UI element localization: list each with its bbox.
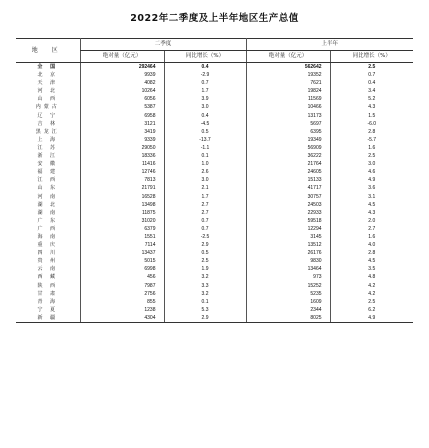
q2-growth-cell: -13.7 [164,136,246,144]
q2-growth-cell: 0.4 [164,112,246,120]
q2-growth-cell: 0.1 [164,152,246,160]
table-row [16,225,413,233]
table-row [16,63,413,72]
table-row [16,209,413,217]
h1-value-cell: 7621 [246,79,330,87]
region-cell: 湖 南 [37,209,59,216]
h1-growth-header: 同比增长（%） [330,51,413,63]
q2-value-cell: 31020 [80,217,164,225]
h1-value-cell: 11569 [246,95,330,103]
q2-growth-cell: 3.9 [164,95,246,103]
q2-value-cell: 292464 [80,63,164,72]
region-cell: 福 建 [37,169,59,176]
h1-growth-cell: 2.5 [330,152,413,160]
h1-growth-cell: 2.0 [330,217,413,225]
q2-value-cell: 4304 [80,314,164,323]
h1-value-cell: 13173 [246,112,330,120]
region-cell: 天 津 [37,80,59,87]
region-cell: 浙 江 [37,153,59,160]
q2-value-cell: 2756 [80,290,164,298]
h1-growth-cell: 5.2 [330,95,413,103]
region-cell: 甘 肃 [37,290,59,297]
h1-value-cell: 13512 [246,241,330,249]
h1-growth-cell: 3.6 [330,184,413,192]
h1-value-cell: 1609 [246,298,330,306]
table-row [16,112,413,120]
h1-growth-cell: 4.3 [330,209,413,217]
h1-growth-cell: 4.5 [330,201,413,209]
q2-value-cell: 456 [80,273,164,281]
q2-growth-cell: 1.0 [164,160,246,168]
region-cell: 河 南 [37,193,59,200]
h1-growth-cell: 3.5 [330,265,413,273]
h1-growth-cell: 4.3 [330,103,413,111]
q2-growth-cell: 1.7 [164,193,246,201]
region-cell: 江 苏 [37,144,59,151]
h1-value-cell: 30757 [246,193,330,201]
q2-value-cell: 7987 [80,282,164,290]
table-row [16,103,413,111]
region-cell: 北 京 [37,72,59,79]
h1-growth-cell: 4.9 [330,176,413,184]
h1-value-cell: 15252 [246,282,330,290]
h1-growth-cell: 4.0 [330,241,413,249]
h1-value-cell: 24605 [246,168,330,176]
region-cell: 黑龙江 [35,128,60,135]
q2-growth-cell: 0.7 [164,225,246,233]
region-cell: 重 庆 [37,242,59,249]
table-row [16,184,413,192]
q2-value-cell: 3121 [80,120,164,128]
q2-growth-cell: 2.1 [164,184,246,192]
q2-value-cell: 1238 [80,306,164,314]
table-row [16,160,413,168]
q2-growth-cell: 2.9 [164,314,246,323]
h1-growth-cell: -6.0 [330,120,413,128]
region-cell: 新 疆 [16,314,80,323]
q2-value-cell: 12746 [80,168,164,176]
q2-growth-cell: 0.4 [164,63,246,72]
table-row [16,257,413,265]
table-row [16,193,413,201]
region-cell: 贵 州 [37,258,59,265]
q2-value-cell: 9339 [80,136,164,144]
h1-value-cell: 6395 [246,128,330,136]
h1-value-cell: 19349 [246,136,330,144]
table-row [16,71,413,79]
q2-growth-cell: -2.9 [164,71,246,79]
q2-value-cell: 18336 [80,152,164,160]
table-row [16,201,413,209]
q2-value-cell: 5015 [80,257,164,265]
q2-growth-cell: 2.7 [164,209,246,217]
q2-value-header: 绝对量（亿元） [80,51,164,63]
h1-value-cell: 41717 [246,184,330,192]
region-cell: 安 徽 [37,161,59,168]
q2-value-cell: 11875 [80,209,164,217]
q2-value-cell: 13437 [80,249,164,257]
q2-growth-cell: 0.1 [164,298,246,306]
h1-growth-cell: 1.6 [330,144,413,152]
page-title: 2022年二季度及上半年地区生产总值 [130,13,299,24]
table-row [16,249,413,257]
table-row [16,217,413,225]
q2-growth-cell: 3.2 [164,290,246,298]
h1-value-cell: 8025 [246,314,330,323]
region-cell: 湖 北 [37,201,59,208]
region-cell: 上 海 [37,136,59,143]
q2-value-cell: 6998 [80,265,164,273]
h1-value-cell: 9830 [246,257,330,265]
h1-value-cell: 56909 [246,144,330,152]
table-row [16,273,413,281]
table-row [16,79,413,87]
q2-growth-cell: 2.9 [164,241,246,249]
h1-growth-cell: 1.6 [330,233,413,241]
region-cell: 青 海 [37,298,59,305]
q2-value-cell: 7813 [80,176,164,184]
table-row [16,298,413,306]
h1-growth-cell: 4.2 [330,282,413,290]
h1-growth-cell: 4.8 [330,273,413,281]
q2-growth-cell: 3.3 [164,282,246,290]
q2-growth-cell: 5.3 [164,306,246,314]
region-cell: 内蒙古 [35,104,60,111]
h1-growth-cell: 2.8 [330,249,413,257]
region-cell: 广 东 [37,217,59,224]
table-row [16,290,413,298]
region-header: 地 区 [16,39,80,63]
table-row [16,136,413,144]
q2-growth-cell: 0.7 [164,217,246,225]
h1-growth-cell: -5.7 [330,136,413,144]
region-cell: 海 南 [37,233,59,240]
h1-value-cell: 973 [246,273,330,281]
h1-growth-cell: 3.4 [330,87,413,95]
table-row [16,282,413,290]
h1-growth-cell: 2.7 [330,225,413,233]
region-cell: 四 川 [37,250,59,257]
table-row [16,233,413,241]
table-row [16,128,413,136]
q2-value-cell: 6056 [80,95,164,103]
h1-value-cell: 5235 [246,290,330,298]
q2-growth-cell: 3.0 [164,103,246,111]
q2-value-cell: 16528 [80,193,164,201]
h1-value-cell: 562642 [246,63,330,72]
q2-value-cell: 855 [80,298,164,306]
table-row [16,152,413,160]
gdp-table [16,38,413,323]
q2-growth-cell: 2.5 [164,257,246,265]
h1-growth-cell: 3.1 [330,193,413,201]
region-cell: 山 东 [37,185,59,192]
h1-growth-cell: 2.8 [330,128,413,136]
q2-growth-cell: 3.0 [164,176,246,184]
h1-value-cell: 15133 [246,176,330,184]
q2-value-cell: 29050 [80,144,164,152]
h1-value-cell: 10466 [246,103,330,111]
h1-value-cell: 19352 [246,71,330,79]
q2-value-cell: 7114 [80,241,164,249]
q2-value-cell: 3419 [80,128,164,136]
q2-growth-cell: -1.1 [164,144,246,152]
table-body [16,63,413,323]
q2-value-cell: 13498 [80,201,164,209]
table-row [16,120,413,128]
q2-growth-cell: 0.5 [164,128,246,136]
h1-value-cell: 21764 [246,160,330,168]
table-row [16,168,413,176]
q2-value-cell: 11416 [80,160,164,168]
h1-value-cell: 59518 [246,217,330,225]
region-cell: 陕 西 [37,282,59,289]
table-row [16,241,413,249]
q2-value-cell: 10264 [80,87,164,95]
h1-growth-cell: 0.7 [330,71,413,79]
h1-value-cell: 5697 [246,120,330,128]
h1-value-cell: 3145 [246,233,330,241]
q2-header: 二季度 [80,39,246,51]
table-row [16,265,413,273]
h1-growth-cell: 4.9 [330,314,413,323]
h1-header: 上半年 [246,39,413,51]
h1-growth-cell: 3.0 [330,160,413,168]
h1-value-cell: 22933 [246,209,330,217]
table-row [16,87,413,95]
table-row [16,176,413,184]
q2-value-cell: 9939 [80,71,164,79]
q2-growth-cell: 2.6 [164,168,246,176]
region-cell: 山 西 [37,96,59,103]
table-row [16,95,413,103]
table-row [16,314,413,323]
region-cell: 江 西 [37,177,59,184]
q2-growth-cell: 0.5 [164,249,246,257]
h1-value-cell: 24503 [246,201,330,209]
h1-growth-cell: 4.5 [330,257,413,265]
table-row [16,306,413,314]
region-cell: 吉 林 [37,120,59,127]
h1-growth-cell: 2.5 [330,298,413,306]
q2-value-cell: 4082 [80,79,164,87]
region-cell: 云 南 [37,266,59,273]
q2-growth-cell: -2.5 [164,233,246,241]
q2-growth-cell: 3.2 [164,273,246,281]
q2-growth-cell: 2.7 [164,201,246,209]
h1-growth-cell: 2.5 [330,63,413,72]
h1-growth-cell: 6.2 [330,306,413,314]
q2-value-cell: 1551 [80,233,164,241]
region-cell: 宁 夏 [37,306,59,313]
region-cell: 辽 宁 [37,112,59,119]
h1-value-cell: 12294 [246,225,330,233]
h1-value-header: 绝对量（亿元） [246,51,330,63]
q2-value-cell: 5387 [80,103,164,111]
h1-growth-cell: 0.4 [330,79,413,87]
q2-growth-header: 同比增长（%） [164,51,246,63]
h1-growth-cell: 1.5 [330,112,413,120]
h1-value-cell: 26176 [246,249,330,257]
q2-growth-cell: 1.7 [164,87,246,95]
region-cell: 西 藏 [37,274,59,281]
q2-value-cell: 6379 [80,225,164,233]
h1-value-cell: 19824 [246,87,330,95]
h1-value-cell: 2344 [246,306,330,314]
table-row [16,144,413,152]
region-cell: 全 国 [37,64,59,70]
q2-value-cell: 21791 [80,184,164,192]
region-cell: 河 北 [37,88,59,95]
q2-value-cell: 6958 [80,112,164,120]
h1-growth-cell: 4.2 [330,290,413,298]
q2-growth-cell: 1.9 [164,265,246,273]
h1-growth-cell: 4.6 [330,168,413,176]
h1-value-cell: 13464 [246,265,330,273]
q2-growth-cell: -4.5 [164,120,246,128]
q2-growth-cell: 0.7 [164,79,246,87]
h1-value-cell: 36222 [246,152,330,160]
region-cell: 广 西 [37,225,59,232]
